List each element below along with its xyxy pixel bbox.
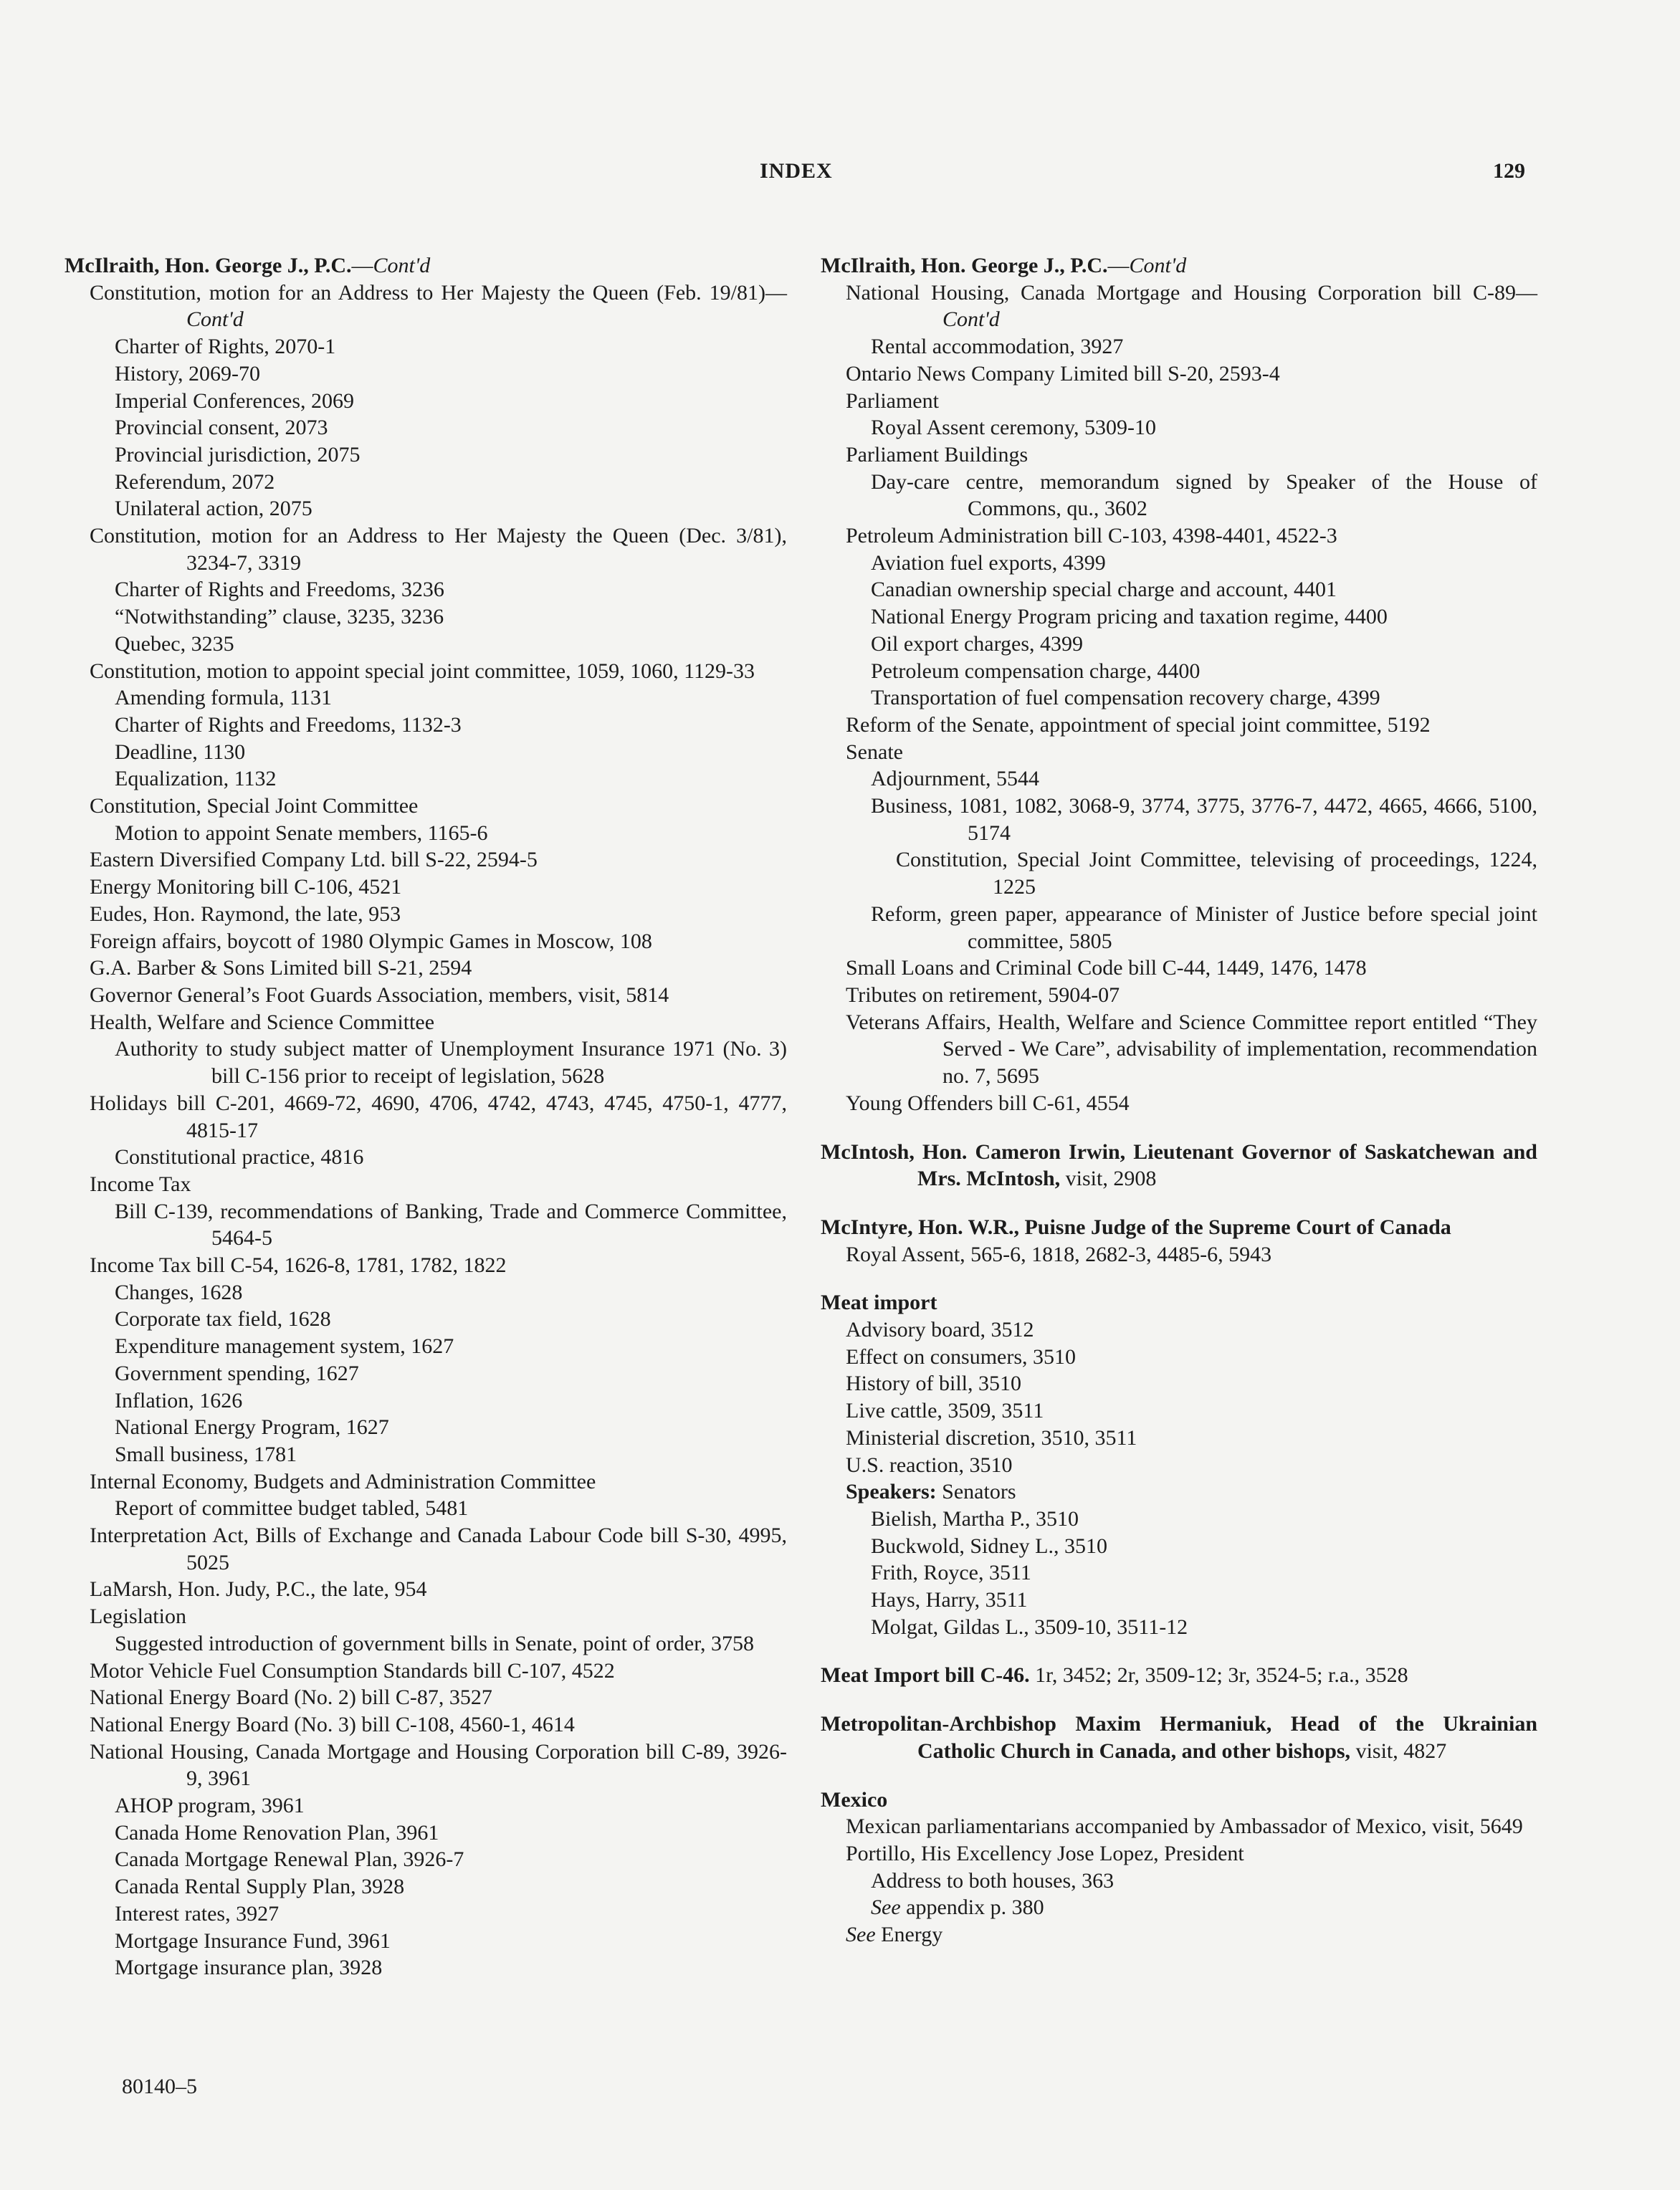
entry-text: Constitution, Special Joint Committee (90, 794, 419, 818)
index-entry (65, 1792, 787, 1820)
index-entry (65, 388, 787, 415)
entry-spacer (821, 1268, 1537, 1289)
entry-text: Internal Economy, Budgets and Administration Committee (90, 1469, 596, 1493)
index-entry (821, 982, 1537, 1009)
index-entry (821, 522, 1537, 550)
index-entry (821, 846, 1537, 900)
entry-bold: McIntosh, Hon. Cameron Irwin, Lieutenant Governor of Saskatchewan and Mrs. McIntosh, (821, 1139, 1537, 1191)
entry-text: appendix p. 380 (900, 1895, 1044, 1920)
index-entry (821, 1478, 1537, 1506)
entry-text: Suggested introduction of government bills in Senate, point of order, 3758 (115, 1631, 754, 1655)
entry-spacer (821, 1765, 1537, 1787)
index-entry (65, 1495, 787, 1522)
entry-text: Expenditure management system, 1627 (115, 1334, 454, 1359)
entry-text: Advisory board, 3512 (846, 1318, 1034, 1342)
entry-rest: — (1107, 254, 1130, 277)
index-entry (821, 441, 1537, 469)
entry-text: Motion to appoint Senate members, 1165-6 (115, 821, 488, 845)
page-number: 129 (1493, 159, 1525, 183)
entry-text: Equalization, 1132 (115, 767, 277, 791)
index-entry (821, 1840, 1537, 1868)
entry-text: Unilateral action, 2075 (115, 497, 312, 521)
index-entry (65, 414, 787, 441)
index-entry (65, 522, 787, 576)
index-heading (65, 252, 787, 279)
entry-text: Petroleum compensation charge, 4400 (871, 659, 1201, 683)
entry-text: Veterans Affairs, Health, Welfare and Science Committee report entitled “They Served - We Care”, advisability of implementation, recommendation no. 7, 5695 (846, 1010, 1537, 1089)
entry-text: Live cattle, 3509, 3511 (846, 1399, 1044, 1423)
entry-spacer (821, 1117, 1537, 1139)
index-entry (65, 684, 787, 712)
entry-text: Canada Mortgage Renewal Plan, 3926-7 (115, 1847, 464, 1872)
index-entry (821, 1370, 1537, 1397)
entry-text: Constitution, motion for an Address to Her Majesty the Queen (Feb. 19/81)— (90, 280, 787, 305)
index-entry (65, 1846, 787, 1873)
index-entry (821, 684, 1537, 712)
index-entry (821, 739, 1537, 766)
entry-text: U.S. reaction, 3510 (846, 1453, 1013, 1477)
entry-text: Oil export charges, 4399 (871, 631, 1084, 656)
index-entry (821, 469, 1537, 522)
entry-text: AHOP program, 3961 (115, 1794, 305, 1818)
index-entry (65, 1954, 787, 1981)
entry-text: Frith, Royce, 3511 (871, 1561, 1031, 1585)
index-entry (821, 901, 1537, 955)
index-entry (821, 333, 1537, 360)
entry-text: Effect on consumers, 3510 (846, 1344, 1077, 1369)
index-entry (821, 1868, 1537, 1895)
entry-text: Constitution, motion for an Address to Her Majesty the Queen (Dec. 3/81), 3234-7, 3319 (90, 524, 787, 575)
index-entry (65, 1252, 787, 1279)
index-entry (65, 360, 787, 388)
entry-text: Small business, 1781 (115, 1442, 297, 1466)
index-heading (821, 1662, 1537, 1689)
index-heading (821, 1289, 1537, 1316)
entry-text: Changes, 1628 (115, 1280, 243, 1304)
index-entry (821, 1397, 1537, 1425)
entry-text: Holidays bill C-201, 4669-72, 4690, 4706, 4742, 4743, 4745, 4750-1, 4777, 4815-17 (90, 1091, 787, 1142)
index-entry (65, 1576, 787, 1603)
entry-bold: Speakers: (846, 1480, 937, 1504)
entry-bold: Meat Import bill C-46. (821, 1663, 1030, 1688)
index-entry (821, 279, 1537, 333)
entry-text: Quebec, 3235 (115, 631, 234, 656)
index-entry (65, 982, 787, 1009)
entry-text: Address to both houses, 363 (871, 1868, 1115, 1893)
entry-text: Legislation (90, 1605, 186, 1629)
index-entry (65, 1711, 787, 1739)
index-heading (821, 1214, 1537, 1241)
index-entry (65, 576, 787, 603)
page-title: INDEX (760, 159, 833, 183)
entry-text: Young Offenders bill C-61, 4554 (846, 1091, 1130, 1115)
entry-text: Authority to study subject matter of Unemployment Insurance 1971 (No. 3) bill C-156 prior to receipt of legislation, 5628 (115, 1037, 787, 1089)
index-entry (65, 658, 787, 685)
entry-text: Canada Home Renovation Plan, 3961 (115, 1820, 439, 1845)
entry-text: Mortgage insurance plan, 3928 (115, 1956, 383, 1980)
entry-text: Energy Monitoring bill C-106, 4521 (90, 875, 402, 899)
entry-bold: McIlraith, Hon. George J., P.C. (821, 254, 1108, 277)
index-entry (821, 765, 1537, 793)
index-entry (65, 1414, 787, 1441)
entry-text: Energy (875, 1923, 943, 1947)
entry-text: Small Loans and Criminal Code bill C-44, 1449, 1476, 1478 (846, 956, 1367, 980)
index-entry (821, 1533, 1537, 1560)
entry-rest: visit, 2908 (1060, 1167, 1157, 1191)
index-entry (65, 1279, 787, 1306)
index-entry (65, 495, 787, 522)
entry-text: Inflation, 1626 (115, 1388, 243, 1412)
index-entry (65, 1387, 787, 1415)
index-entry (65, 1630, 787, 1658)
index-entry (65, 1441, 787, 1468)
entry-text: Eudes, Hon. Raymond, the late, 953 (90, 902, 401, 926)
index-entry (821, 793, 1537, 846)
index-column-right (821, 252, 1537, 1948)
index-entry (65, 1900, 787, 1928)
entry-text: Mexican parliamentarians accompanied by Ambassador of Mexico, visit, 5649 (846, 1814, 1523, 1839)
entry-bold: McIlraith, Hon. George J., P.C. (65, 254, 352, 277)
entry-text: National Energy Board (No. 2) bill C-87, 3527 (90, 1685, 492, 1710)
entry-text: Constitutional practice, 4816 (115, 1145, 364, 1170)
entry-text: National Energy Program, 1627 (115, 1415, 389, 1440)
entry-text: Portillo, His Excellency Jose Lopez, President (846, 1841, 1244, 1865)
index-entry (65, 1090, 787, 1144)
entry-text: Canadian ownership special charge and account, 4401 (871, 578, 1337, 602)
entry-spacer (821, 1689, 1537, 1711)
index-column-left (65, 252, 787, 1981)
index-entry (65, 712, 787, 739)
entry-text: Aviation fuel exports, 4399 (871, 550, 1106, 575)
index-entry (65, 333, 787, 360)
index-entry (65, 1171, 787, 1198)
index-entry (821, 1587, 1537, 1614)
index-entry (65, 603, 787, 631)
index-entry (821, 1559, 1537, 1587)
entry-italic-lead: See (846, 1923, 876, 1947)
index-entry (65, 1144, 787, 1171)
entry-text: Charter of Rights and Freedoms, 1132-3 (115, 712, 462, 737)
entry-italic: Cont'd (373, 254, 431, 277)
index-entry (821, 1090, 1537, 1117)
entry-text: Senate (846, 740, 903, 764)
index-entry (65, 279, 787, 333)
index-entry (821, 955, 1537, 982)
entry-text: National Housing, Canada Mortgage and Housing Corporation bill C-89— (846, 280, 1537, 305)
entry-text: Bielish, Martha P., 3510 (871, 1506, 1079, 1531)
entry-text: Business, 1081, 1082, 3068-9, 3774, 3775, 3776-7, 4472, 4665, 4666, 5100, 5174 (871, 794, 1537, 845)
entry-text: Buckwold, Sidney L., 3510 (871, 1534, 1107, 1558)
entry-text: Day-care centre, memorandum signed by Speaker of the House of Commons, qu., 3602 (871, 469, 1537, 521)
entry-text: Reform, green paper, appearance of Minister of Justice before special joint committee, 5805 (871, 902, 1537, 953)
entry-rest: visit, 4827 (1350, 1739, 1447, 1763)
entry-text: Eastern Diversified Company Ltd. bill S-22, 2594-5 (90, 848, 538, 872)
index-entry (821, 1344, 1537, 1371)
entry-text: History of bill, 3510 (846, 1372, 1021, 1396)
index-entry (821, 1241, 1537, 1268)
index-entry (65, 1306, 787, 1333)
index-heading (821, 1787, 1537, 1814)
footer-code: 80140–5 (122, 2075, 197, 2098)
index-entry (65, 1658, 787, 1685)
entry-text: Interest rates, 3927 (115, 1901, 280, 1926)
entry-text: Deadline, 1130 (115, 740, 246, 764)
index-entry (821, 1506, 1537, 1533)
entry-spacer (821, 1192, 1537, 1214)
index-entry (821, 1921, 1537, 1948)
index-entry (821, 1316, 1537, 1344)
index-entry (65, 1603, 787, 1630)
index-entry (821, 603, 1537, 631)
entry-rest: — (351, 254, 373, 277)
index-entry (65, 1009, 787, 1036)
entry-rest: Senators (936, 1480, 1016, 1504)
index-heading (821, 1139, 1537, 1192)
entry-italic: Cont'd (942, 307, 1000, 332)
index-entry (65, 1468, 787, 1496)
entry-text: Molgat, Gildas L., 3509-10, 3511-12 (871, 1615, 1188, 1639)
entry-text: Parliament (846, 388, 939, 413)
index-entry (65, 765, 787, 793)
index-entry (821, 712, 1537, 739)
index-entry (821, 631, 1537, 658)
entry-bold: McIntyre, Hon. W.R., Puisne Judge of the Supreme Court of Canada (821, 1215, 1451, 1239)
index-entry (65, 1333, 787, 1360)
entry-bold: Mexico (821, 1787, 888, 1812)
entry-spacer (821, 1640, 1537, 1662)
entry-text: Ministerial discretion, 3510, 3511 (846, 1425, 1137, 1450)
index-heading (821, 1711, 1537, 1764)
index-entry (821, 550, 1537, 577)
entry-text: History, 2069-70 (115, 361, 261, 386)
entry-text: Charter of Rights, 2070-1 (115, 335, 336, 359)
entry-italic-lead: See (871, 1895, 901, 1920)
index-entry (821, 360, 1537, 388)
index-heading (821, 252, 1537, 279)
index-entry (821, 1894, 1537, 1921)
entry-text: Motor Vehicle Fuel Consumption Standards bill C-107, 4522 (90, 1658, 615, 1683)
entry-text: Charter of Rights and Freedoms, 3236 (115, 578, 444, 602)
index-entry (65, 1360, 787, 1387)
entry-text: G.A. Barber & Sons Limited bill S-21, 2594 (90, 956, 472, 980)
index-entry (65, 1036, 787, 1089)
entry-text: Parliament Buildings (846, 442, 1028, 467)
entry-text: Income Tax (90, 1172, 191, 1196)
entry-text: Royal Assent, 565-6, 1818, 2682-3, 4485-6, 5943 (846, 1242, 1272, 1266)
entry-text: Reform of the Senate, appointment of special joint committee, 5192 (846, 712, 1431, 737)
entry-text: Bill C-139, recommendations of Banking, Trade and Commerce Committee, 5464-5 (115, 1199, 787, 1251)
entry-text: Constitution, motion to appoint special joint committee, 1059, 1060, 1129-33 (90, 659, 755, 683)
entry-text: Imperial Conferences, 2069 (115, 388, 355, 413)
index-entry (65, 928, 787, 955)
index-entry (65, 469, 787, 496)
entry-bold: Metropolitan-Archbishop Maxim Hermaniuk, Head of the Ukrainian Catholic Church in Canada, and other bishops, (821, 1712, 1537, 1763)
index-entry (65, 955, 787, 982)
entry-rest: 1r, 3452; 2r, 3509-12; 3r, 3524-5; r.a., 3528 (1029, 1663, 1408, 1688)
index-entry (65, 739, 787, 766)
entry-bold: Meat import (821, 1291, 937, 1315)
entry-text: Constitution, Special Joint Committee, televising of proceedings, 1224, 1225 (896, 848, 1537, 899)
index-entry (65, 901, 787, 928)
entry-text: National Energy Board (No. 3) bill C-108, 4560-1, 4614 (90, 1712, 575, 1736)
index-entry (65, 846, 787, 874)
index-entry (65, 1820, 787, 1847)
index-entry (65, 820, 787, 847)
entry-text: Adjournment, 5544 (871, 767, 1039, 791)
index-entry (65, 1928, 787, 1955)
entry-text: Transportation of fuel compensation recovery charge, 4399 (871, 686, 1380, 710)
entry-text: Provincial jurisdiction, 2075 (115, 442, 361, 467)
entry-italic: Cont'd (1129, 254, 1187, 277)
index-entry (821, 658, 1537, 685)
index-entry (821, 1425, 1537, 1452)
entry-text: Government spending, 1627 (115, 1361, 359, 1385)
entry-text: Petroleum Administration bill C-103, 4398-4401, 4522-3 (846, 524, 1337, 548)
index-entry (821, 1009, 1537, 1090)
index-entry (65, 1684, 787, 1711)
entry-text: Health, Welfare and Science Committee (90, 1010, 435, 1034)
index-entry (821, 1813, 1537, 1840)
entry-text: Interpretation Act, Bills of Exchange and Canada Labour Code bill S-30, 4995, 5025 (90, 1524, 787, 1574)
index-entry (65, 441, 787, 469)
index-entry (65, 631, 787, 658)
entry-text: Hays, Harry, 3511 (871, 1588, 1028, 1612)
entry-text: Foreign affairs, boycott of 1980 Olympic Games in Moscow, 108 (90, 929, 652, 953)
index-entry (821, 388, 1537, 415)
entry-text: Amending formula, 1131 (115, 686, 333, 710)
entry-text: LaMarsh, Hon. Judy, P.C., the late, 954 (90, 1577, 427, 1602)
entry-text: National Energy Program pricing and taxation regime, 4400 (871, 605, 1388, 629)
entry-text: Corporate tax field, 1628 (115, 1307, 331, 1331)
index-entry (821, 1614, 1537, 1641)
entry-text: Royal Assent ceremony, 5309-10 (871, 416, 1156, 440)
entry-text: Rental accommodation, 3927 (871, 335, 1124, 359)
entry-text: Mortgage Insurance Fund, 3961 (115, 1928, 391, 1953)
index-entry (821, 1452, 1537, 1479)
index-entry (65, 1739, 787, 1792)
entry-text: Report of committee budget tabled, 5481 (115, 1496, 469, 1521)
index-entry (65, 1198, 787, 1252)
entry-text: Ontario News Company Limited bill S-20, 2593-4 (846, 361, 1280, 386)
entry-text: “Notwithstanding” clause, 3235, 3236 (115, 605, 444, 629)
index-entry (65, 1522, 787, 1576)
entry-text: Referendum, 2072 (115, 469, 275, 494)
entry-text: Income Tax bill C-54, 1626-8, 1781, 1782, 1822 (90, 1253, 507, 1278)
index-entry (821, 576, 1537, 603)
index-entry (821, 414, 1537, 441)
index-entry (65, 793, 787, 820)
index-entry (65, 874, 787, 901)
entry-text: Provincial consent, 2073 (115, 416, 328, 440)
entry-text: Canada Rental Supply Plan, 3928 (115, 1875, 405, 1899)
entry-italic: Cont'd (186, 307, 244, 332)
entry-text: Tributes on retirement, 5904-07 (846, 982, 1120, 1007)
index-entry (65, 1873, 787, 1900)
entry-text: National Housing, Canada Mortgage and Housing Corporation bill C-89, 3926-9, 3961 (90, 1739, 787, 1791)
page-header (0, 159, 1680, 195)
entry-text: Governor General’s Foot Guards Association, members, visit, 5814 (90, 982, 669, 1007)
